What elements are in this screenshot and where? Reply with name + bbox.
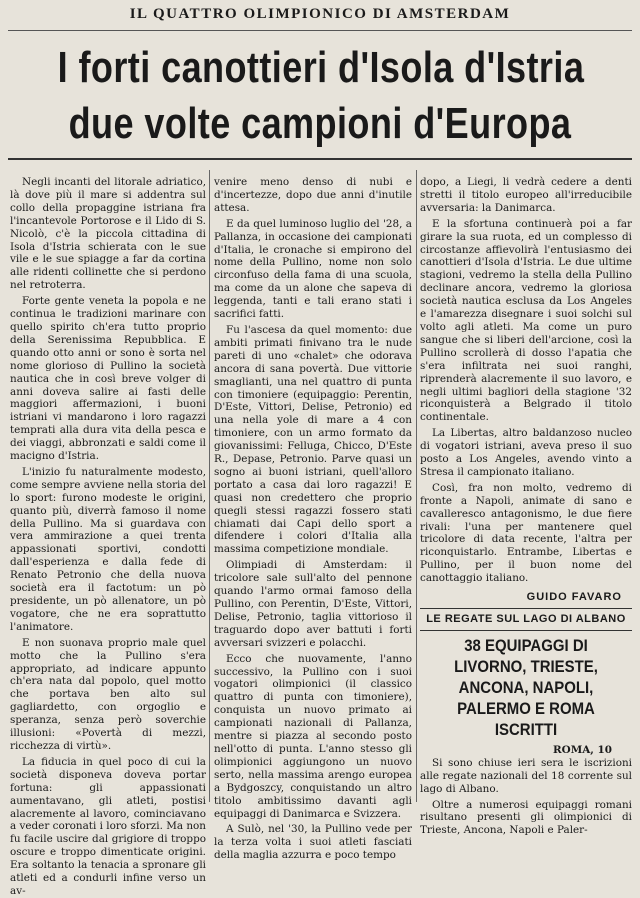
column-divider <box>416 170 417 802</box>
paragraph: E la sfortuna continuerà poi a far girare la sua ruota, ed un complesso di circostanze affievolirà l'entusiasmo dei canottieri d'Isola d'Istria. Le due ultime stagioni, vedremo la stella della Pullino declinare ancora, vedremo la gloriosa società nautica esclusa da Los Angeles e l'amarezza disegnare i suoi solchi sul volto agli atleti. Ma come un puro sangue che si liberi dell'arcione, così la Pullino scrollerà di dosso l'apatia che s'era infiltrata nei suoi ranghi, riprenderà alacremente il suo lavoro, e negli ultimi bagliori della stagione '32 riconquisterà a Belgrado il titolo continentale. <box>420 217 632 424</box>
byline: GUIDO FAVARO <box>526 591 622 604</box>
paragraph: Negli incanti del litorale adriatico, là dove più il mare si addentra sul collo della propaggine istriana fra l'incantevole Portorose e il Lido di S. Nicolò, c'è la piccola cittadina di Isola d'Istria schierata con le sue vile e le sue spiagge a far da cortina alle ridenti collinette che si perdono nel retroterra. <box>10 176 206 292</box>
dateline: ROMA, 10 <box>553 743 612 756</box>
paragraph: A Sulò, nel '30, la Pullino vede per la terza volta i suoi atleti fasciati della maglia azzurra e poco tempo <box>214 823 412 862</box>
paragraph: Si sono chiuse ieri sera le iscrizioni alle regate nazionali del 18 corrente sul lago di Albano. <box>420 756 632 795</box>
sub-kicker: LE REGATE SUL LAGO DI ALBANO <box>420 608 632 631</box>
column-divider <box>209 170 210 802</box>
article-column-2 <box>214 176 412 862</box>
article-column-3 <box>420 176 632 837</box>
paragraph: Fu l'ascesa da quel momento: due ambiti primati finivano tra le nude pareti di uno «chalet» che odorava ancora di sana povertà. Due vittorie smaglianti, una nel quattro di punta con timoniere (equipaggio: Perentin, D'Este, Vittori, Delise, Petronio) ed una nella yole di mare a 4 con timoniere, con un armo formato da giovanissimi: Felluga, Chicco, D'Este R., Depase, Petronio. Parve quasi un sogno ai buoni istriani, quell'alloro portato a casa dai loro ragazzi! E quasi non credettero che proprio quegli stessi ragazzi fossero stati chiamati dai Capi dello sport a difendere i colori d'Italia alla massima competizione mondiale. <box>214 323 412 556</box>
paragraph: E da quel luminoso luglio del '28, a Pallanza, in occasione dei campionati d'Italia, le cronache si empirono del nome della Pullino, nome non solo circonfuso della fama di una scuola, ma come da un alone che sapeva di leggenda, tanti e tali erano stati i sacrifici fatti. <box>214 217 412 321</box>
paragraph: Oltre a numerosi equipaggi romani risultano presenti gli olimpionici di Trieste, Ancona, Napoli e Paler- <box>420 798 632 837</box>
paragraph: Forte gente veneta la popola e ne continua le tradizioni marinare con quello spirito ch'era tutto proprio della Serenissima Repubblica. E quando otto anni or sono è sorta nel nome glorioso di Pullino la società nautica che in così breve volger di anni doveva salire ai fasti delle maggiori affermazioni, i buoni istriani vi mandarono i loro ragazzi temprati alla dura vita della pesca e dei viaggi, abbronzati e saldi come il macigno d'Istria. <box>10 295 206 463</box>
top-rule <box>8 30 632 31</box>
paragraph: venire meno denso di nubi e d'incertezze, dopo due anni d'inutile attesa. <box>214 176 412 214</box>
paragraph: La Libertas, altro baldanzoso nucleo di vogatori istriani, aveva preso il suo posto a Los Angeles, avendo vinto a Stresa il campionato italiano. <box>420 427 632 478</box>
paragraph: E non suonava proprio male quel motto che la Pullino s'era appropriato, ad indicare appunto ch'era nata dal popolo, quel motto che portava ben alto sul gagliardetto, con orgoglio e speranza, senza però soverchie illusioni: «Povertà di mezzi, ricchezza di virtù». <box>10 636 206 752</box>
paragraph: dopo, a Liegi, li vedrà cedere a denti stretti il titolo europeo all'irreducibile avversaria: la Danimarca. <box>420 176 632 214</box>
headline-line-1: I forti canottieri d'Isola d'Istria <box>57 43 585 92</box>
headline-line-2: due volte campioni d'Europa <box>68 99 572 148</box>
paragraph: Olimpiadi di Amsterdam: il tricolore sale sull'alto del pennone quando l'armo ormai famoso della Pullino, con Perentin, D'Este, Vittori, Delise, Petronio, taglia vittorioso il traguardo dopo aver battuti i forti avversari svizzeri e polacchi. <box>214 559 412 649</box>
headline-rule <box>8 158 632 160</box>
paragraph: La fiducia in quel poco di cui la società disponeva doveva portar fortuna: gli appassionati aumentavano, gli atleti, postisi alacremente al lavoro, cominciavano a veder coronati i loro sforzi. Ma non fu facile uscire dal grigiore di troppo oscure e troppo dimenticate origini. Era soltanto la tenacia a spronare gli atleti ed a condurli infine verso un av- <box>10 755 206 897</box>
kicker: IL QUATTRO OLIMPIONICO DI AMSTERDAM <box>129 6 511 22</box>
paragraph: L'inizio fu naturalmente modesto, come sempre avviene nella storia del lo sport: furono modeste le origini, quanto più, diverrà famoso il nome della Pullino. Ma si guardava con vera ammirazione a quei trenta appassionati sportivi, condotti dall'esperienza e dalla fede di Renato Petronio che della nuova società era il factotum: un pò presidente, un pò allenatore, un pò vogatore, che ne era soprattutto l'animatore. <box>10 465 206 633</box>
paragraph: Ecco che nuovamente, l'anno successivo, la Pullino con i suoi vogatori olimpionici (il classico quattro di punta con timoniere), conquista un nuovo primato ai campionati nazionali di Pallanza, mentre si piazza al secondo posto nell'otto di punta. L'anno stesso gli olimpionici aggiungono un nuovo serto, nella massima arengo europea a Bydgoszcy, conquistando un altro titolo ambitissimo davanti agli equipaggi di Danimarca e Svizzera. <box>214 652 412 820</box>
sub-headline: 38 EQUIPAGGI DI LIVORNO, TRIESTE, ANCONA, NAPOLI, PALERMO E ROMA ISCRITTI <box>454 635 598 739</box>
paragraph: Così, fra non molto, vedremo di fronte a Napoli, animate di sano e cavalleresco antagonismo, le due fiere rivali: l'una per mantenere quel tricolore di data recente, l'altra per riconquistarlo. Entrambe, Libertas e Pullino, per il buon nome del canottaggio italiano. <box>420 481 632 585</box>
article-column-1 <box>10 176 206 897</box>
